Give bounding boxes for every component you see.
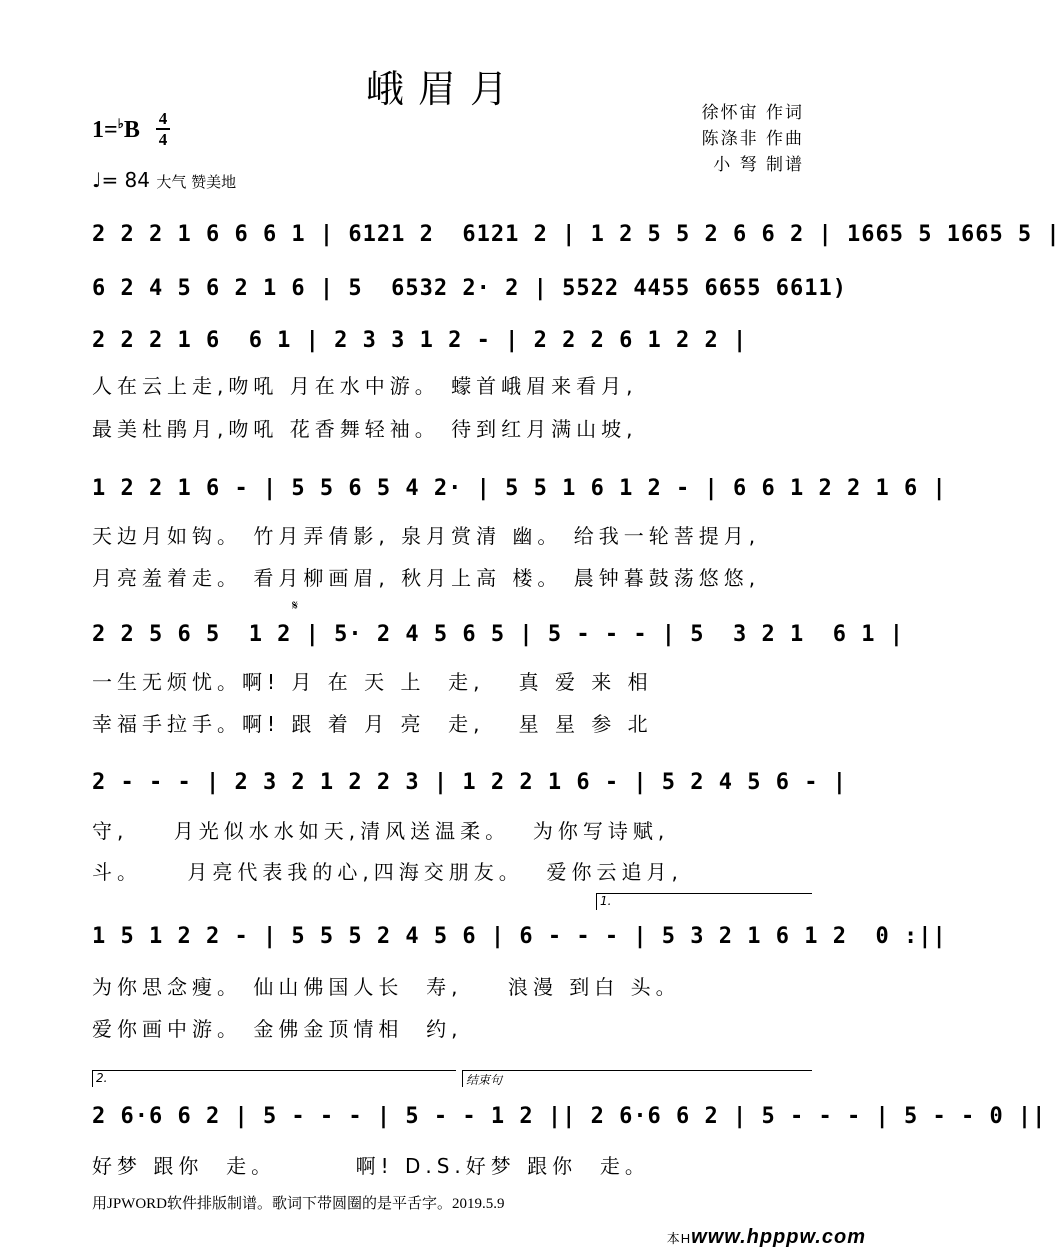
coda-label: 结束句 (462, 1070, 812, 1087)
time-top: 4 (158, 109, 168, 128)
segno-icon: 𝄋 (292, 598, 299, 614)
watermark-prefix: 本H (666, 1231, 692, 1246)
notes-row-1: 2 2 2 1 6 6 6 1 | 6121 2 6121 2 | 1 2 5 5 2 6 6 2 | 1665 5 1665 5 | (92, 222, 1061, 247)
key-note: B (123, 117, 140, 143)
quarter-note-icon: ♩ (92, 168, 102, 192)
key-prefix: 1= (92, 117, 118, 143)
notes-row-3: 2 2 2 1 6 6 1 | 2 3 3 1 2 - | 2 2 2 6 1 2 2 | (92, 328, 748, 353)
lyric-row-5-verse-1: 一生无烦忧。啊! 月 在 天 上 走, 真 爱 来 相 (92, 670, 653, 694)
notes-row-5: 2 2 5 6 5 1 2 | 5· 2 4 5 6 5 | 5 - - - | 5 3 2 1 6 1 | (92, 622, 904, 647)
notation-credit: 小 弩 制谱 (713, 155, 804, 175)
lyric-row-5-verse-2: 幸福手拉手。啊! 跟 着 月 亮 走, 星 星 参 北 (92, 712, 653, 736)
lyric-row-6-verse-2: 斗。 月亮代表我的心,四海交朋友。 爱你云追月, (92, 860, 683, 884)
tempo-value: = 84 (101, 168, 151, 192)
notes-row-4: 1 2 2 1 6 - | 5 5 6 5 4 2· | 5 5 1 6 1 2 - | 6 6 1 2 2 1 6 | (92, 476, 947, 501)
notes-row-2: 6 2 4 5 6 2 1 6 | 5 6532 2· 2 | 5522 4455 6655 6611) (92, 276, 847, 301)
lyric-row-4-verse-1: 天边月如钩。 竹月弄倩影, 泉月赏清 幽。 给我一轮菩提月, (92, 524, 761, 548)
watermark-site: www.hpppw.com (691, 1226, 866, 1248)
flat-icon: ♭ (117, 116, 124, 131)
tempo-marking (92, 168, 236, 192)
lyric-row-7-verse-1: 为你思念瘦。 仙山佛国人长 寿, 浪漫 到白 头。 (92, 975, 681, 999)
volta-second-ending: 2. (92, 1070, 456, 1087)
composer-credit: 陈涤非 作曲 (701, 129, 804, 149)
lyric-row-4-verse-2: 月亮羞着走。 看月柳画眉, 秋月上高 楼。 晨钟暮鼓荡悠悠, (92, 566, 761, 590)
key-signature (92, 116, 140, 144)
watermark (667, 1226, 866, 1249)
lyric-row-3-verse-2: 最美杜鹃月,吻吼 花香舞轻袖。 待到红月满山坡, (92, 417, 638, 441)
lyric-row-6-verse-1: 守, 月光似水水如天,清风送温柔。 为你写诗赋, (92, 819, 670, 843)
time-bottom: 4 (158, 130, 168, 149)
lyric-row-3-verse-1: 人在云上走,吻吼 月在水中游。 蠓首峨眉来看月, (92, 374, 638, 398)
notes-row-6: 2 - - - | 2 3 2 1 2 2 3 | 1 2 2 1 6 - | 5 2 4 5 6 - | (92, 770, 847, 795)
lyricist-credit: 徐怀宙 作词 (701, 103, 804, 123)
lyric-row-8-verse-1: 好梦 跟你 走。 啊! D.S.好梦 跟你 走。 (92, 1154, 650, 1178)
notes-row-7: 1 5 1 2 2 - | 5 5 5 2 4 5 6 | 6 - - - | 5 3 2 1 6 1 2 0 :|| (92, 924, 947, 949)
time-signature (156, 110, 170, 148)
notes-row-8: 2 6·6 6 2 | 5 - - - | 5 - - 1 2 || 2 6·6 6 2 | 5 - - - | 5 - - 0 || (92, 1104, 1047, 1129)
song-title: 峨眉月 (365, 67, 522, 111)
lyric-row-7-verse-2: 爱你画中游。 金佛金顶情相 约, (92, 1017, 463, 1041)
expression-mark: 大气 赞美地 (156, 173, 237, 191)
footer-note: 用JPWORD软件排版制谱。歌词下带圆圈的是平舌字。2019.5.9 (92, 1196, 505, 1212)
volta-first-ending: 1. (596, 893, 812, 910)
